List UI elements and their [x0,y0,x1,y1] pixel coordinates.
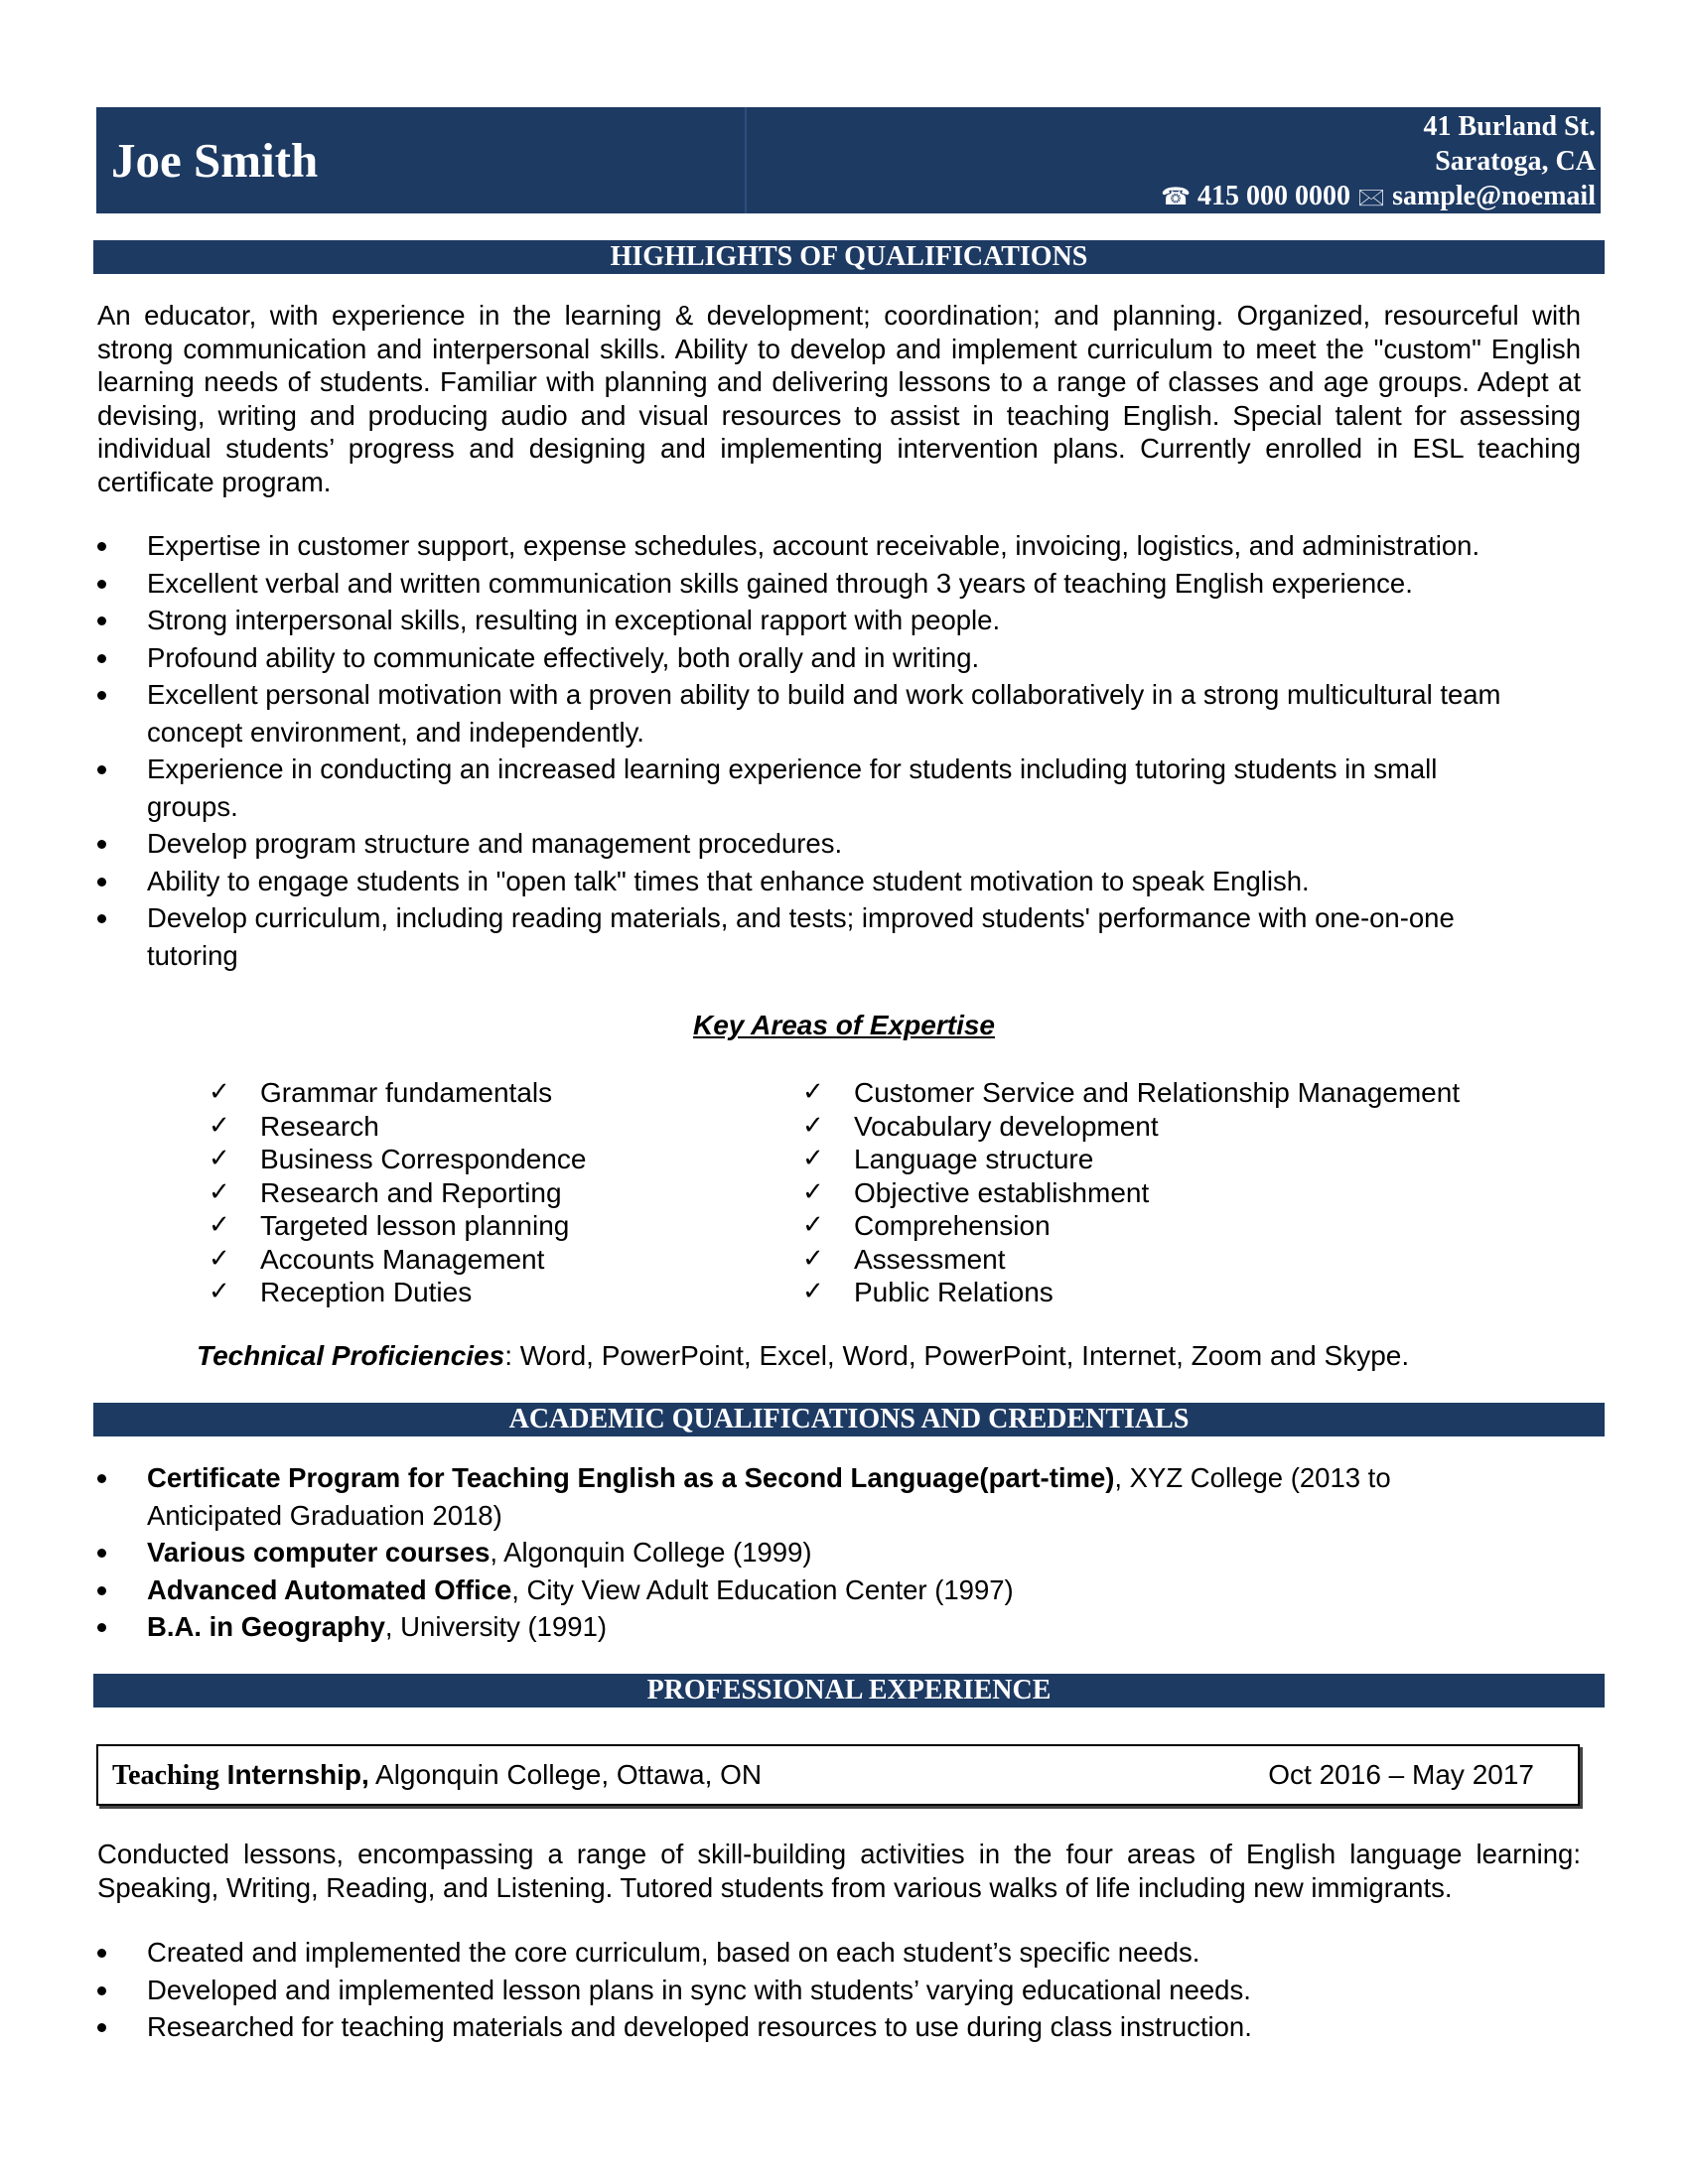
checkmark-icon: ✓ [209,1110,230,1141]
list-item: Certificate Program for Teaching English as a Second Language(part-time), XYZ College (2013 to Anticipated Graduation 2018) [97,1459,1607,1534]
list-item: Expertise in customer support, expense schedules, account receivable, invoicing, logistics, and administration. [97,527,1607,565]
expertise-item: ✓ Public Relations [802,1277,1054,1307]
expertise-item: ✓ Business Correspondence [209,1144,587,1174]
email-address: sample@noemail [1392,181,1596,211]
checkmark-icon: ✓ [802,1110,824,1141]
technical-proficiencies-label: Technical Proficiencies [197,1340,505,1371]
technical-proficiencies-text: : Word, PowerPoint, Excel, Word, PowerPoint, Internet, Zoom and Skype. [504,1340,1410,1371]
job-bullet-list [97,1934,1607,2046]
phone-icon: ☎ [1161,183,1191,210]
bullet-icon [97,1623,106,1632]
checkmark-icon: ✓ [802,1210,824,1240]
technical-proficiencies [197,1339,1409,1373]
expertise-item: ✓ Targeted lesson planning [209,1210,570,1241]
expertise-item: ✓ Objective establishment [802,1176,1150,1208]
expertise-item: ✓ Assessment [802,1243,1006,1275]
expertise-item: ✓ Customer Service and Relationship Management [802,1077,1461,1108]
checkmark-icon: ✓ [209,1144,230,1173]
list-item: Strong interpersonal skills, resulting in exceptional rapport with people. [97,602,1607,639]
list-item: Experience in conducting an increased learning experience for students including tutoring students in small groups. [97,751,1607,825]
bullet-icon [97,765,106,774]
expertise-item: ✓ Research [209,1110,379,1142]
phone-number: 415 000 0000 [1196,181,1350,211]
list-item: Developed and implemented lesson plans in sync with students’ varying educational needs. [97,1972,1607,2009]
address-line-1: 41 Burland St. [1423,111,1596,142]
list-item: Excellent verbal and written communication skills gained through 3 years of teaching English experience. [97,565,1607,603]
job-summary: Conducted lessons, encompassing a range of skill-building activities in the four areas of English language learning: Speaking, Writing, Reading, and Listening. Tutored students from various walks of life including new immigrants. [97,1839,1581,1903]
expertise-list-left [209,1076,586,1309]
list-item: Created and implemented the core curriculum, based on each student’s specific needs. [97,1934,1607,1972]
bullet-icon [97,840,106,849]
bullet-icon [97,542,106,551]
section-heading-highlights: HIGHLIGHTS OF QUALIFICATIONS [93,240,1605,274]
list-item: Researched for teaching materials and developed resources to use during class instruction. [97,2008,1607,2046]
bullet-icon [97,878,106,887]
bullet-icon [97,2023,106,2032]
checkmark-icon: ✓ [802,1176,824,1207]
section-heading-experience: PROFESSIONAL EXPERIENCE [93,1674,1605,1707]
bullet-icon [97,1549,106,1558]
contact-block [1161,109,1596,214]
list-item: Develop program structure and management procedures. [97,825,1607,863]
checkmark-icon: ✓ [209,1210,230,1240]
expertise-item: ✓ Language structure [802,1144,1094,1174]
job-dates: Oct 2016 – May 2017 [1268,1759,1534,1790]
list-item: Develop curriculum, including reading materials, and tests; improved students' performance with one-on-one tutoring [97,899,1607,974]
expertise-list-right [802,1076,1460,1309]
phone-email-line [1161,179,1596,214]
address-line-2: Saratoga, CA [1435,146,1596,177]
envelope-icon: 🖂 [1356,183,1386,210]
expertise-item: ✓ Reception Duties [209,1277,473,1307]
job-title: Teaching Internship, Algonquin College, Ottawa, ON [112,1759,763,1791]
checkmark-icon: ✓ [209,1277,230,1306]
checkmark-icon: ✓ [209,1176,230,1207]
list-item: Excellent personal motivation with a proven ability to build and work collaboratively in a strong multicultural team concept environment, and independently. [97,676,1607,751]
bullet-icon [97,616,106,625]
highlights-bullet-list [97,527,1607,974]
checkmark-icon: ✓ [802,1077,824,1107]
checkmark-icon: ✓ [802,1243,824,1274]
bullet-icon [97,691,106,700]
candidate-name: Joe Smith [111,133,319,188]
checkmark-icon: ✓ [209,1243,230,1274]
checkmark-icon: ✓ [802,1277,824,1306]
academic-list [97,1459,1607,1646]
list-item: Profound ability to communicate effectively, both orally and in writing. [97,639,1607,677]
expertise-title: Key Areas of Expertise [693,1010,995,1040]
list-item: B.A. in Geography, University (1991) [97,1608,1607,1646]
expertise-item: ✓ Grammar fundamentals [209,1077,553,1108]
bullet-icon [97,1474,106,1483]
list-item: Advanced Automated Office, City View Adult Education Center (1997) [97,1571,1607,1609]
checkmark-icon: ✓ [209,1077,230,1107]
expertise-item: ✓ Comprehension [802,1210,1051,1241]
bullet-icon [97,1586,106,1595]
highlights-summary: An educator, with experience in the learning & development; coordination; and planning. Organized, resourceful with strong communication and interpersonal skills. Ability to develop and implement curriculum to meet the "custom" English learning needs of students. Familiar with planning and delivering lessons to a range of classes and age groups. Adept at devising, writing and producing audio and visual resources to assist in teaching English. Special talent for assessing individual students’ progress and designing and implementing intervention plans. Currently enrolled in ESL teaching certificate program. [97,300,1581,497]
bullet-icon [97,1986,106,1995]
expertise-item: ✓ Research and Reporting [209,1176,562,1208]
header-divider [745,107,747,213]
bullet-icon [97,654,106,663]
expertise-item: ✓ Vocabulary development [802,1110,1159,1142]
bullet-icon [97,914,106,923]
checkmark-icon: ✓ [802,1144,824,1173]
section-heading-academic: ACADEMIC QUALIFICATIONS AND CREDENTIALS [93,1403,1605,1436]
bullet-icon [97,580,106,589]
bullet-icon [97,1949,106,1958]
expertise-item: ✓ Accounts Management [209,1243,545,1275]
list-item: Various computer courses, Algonquin College (1999) [97,1534,1607,1571]
list-item: Ability to engage students in "open talk" times that enhance student motivation to speak English. [97,863,1607,900]
job-header-box [96,1744,1580,1806]
